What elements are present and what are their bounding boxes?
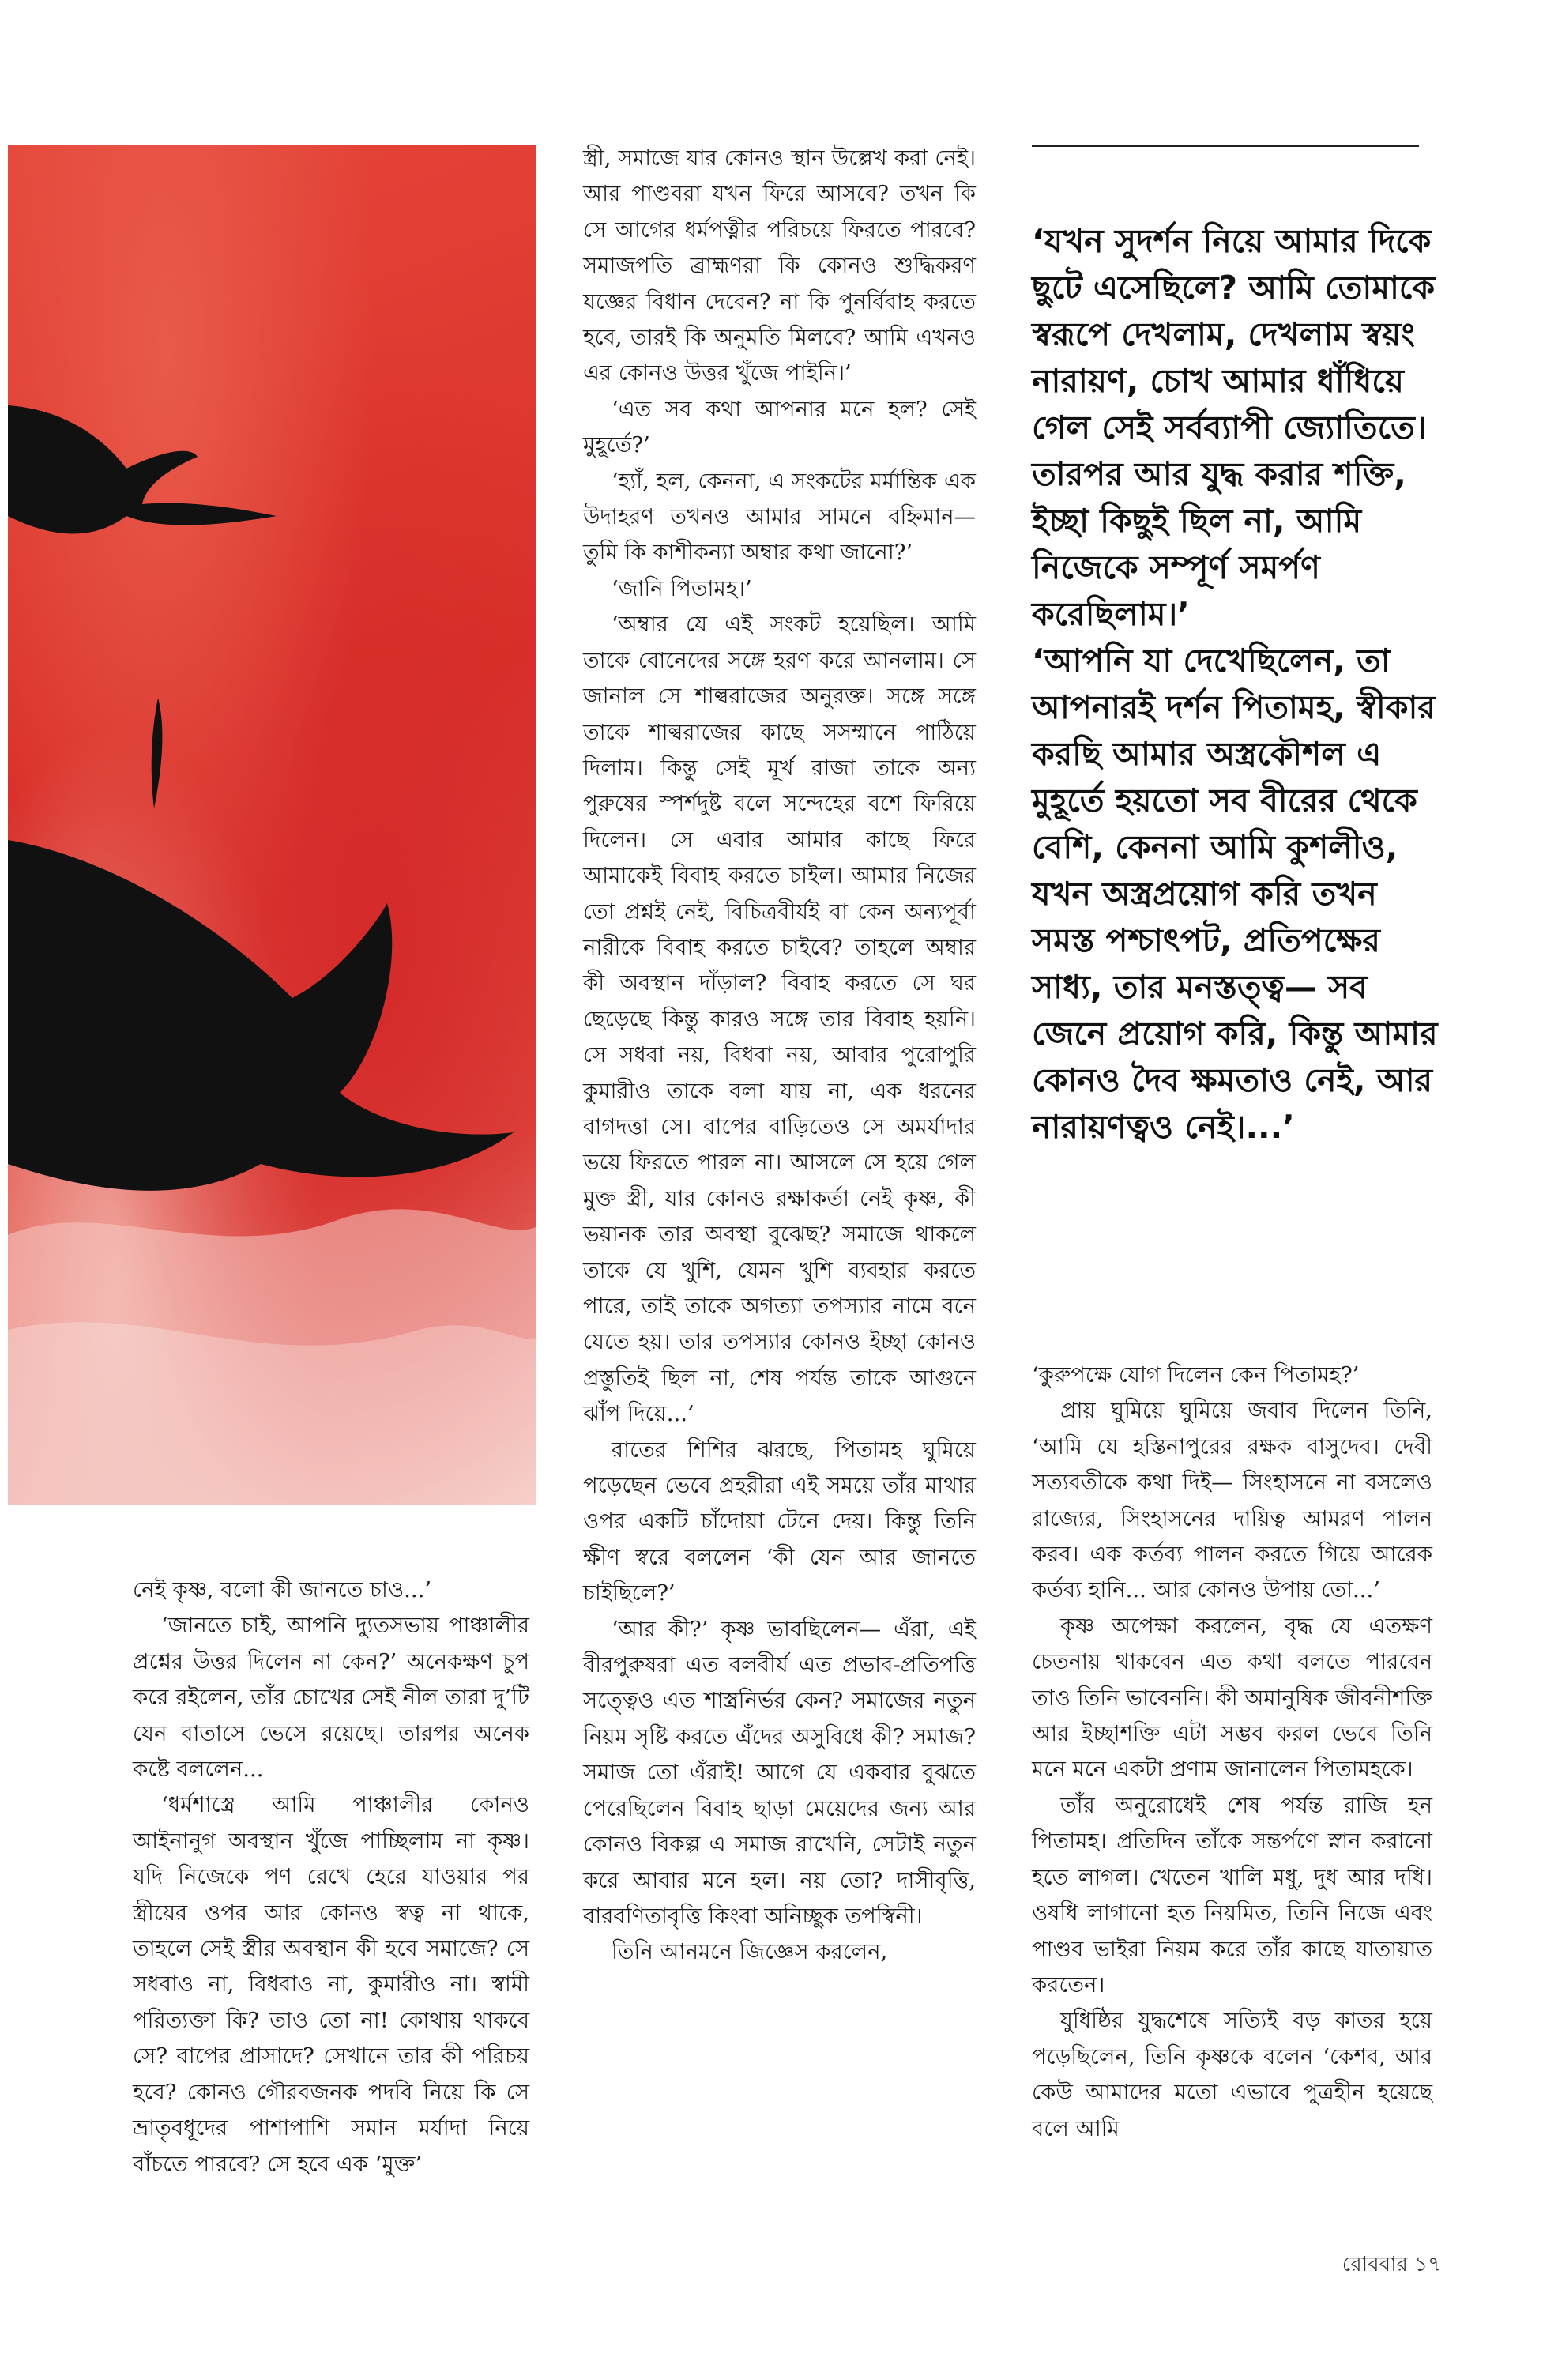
pull-quote-rule xyxy=(1032,145,1419,147)
paragraph: ‘অম্বার যে এই সংকট হয়েছিল। আমি তাকে বোনেদের সঙ্গে হরণ করে আনলাম। সে জানাল সে শাল্বরাজের অনুরক্ত। সঙ্গে সঙ্গে তাকে শাল্বরাজের কাছে সসম্মানে পাঠিয়ে দিলাম। কিন্তু সেই মূর্খ রাজা তাকে অন্য পুরুষের স্পর্শদুষ্ট বলে সন্দেহের বশে ফিরিয়ে দিলেন। সে এবার আমার কাছে ফিরে আমাকেই বিবাহ করতে চাইল। আমার নিজের তো প্রশ্নই নেই, বিচিত্রবীর্যই বা কেন অন্যপূর্বা নারীকে বিবাহ করতে চাইবে? তাহলে অম্বার কী অবস্থান দাঁড়াল? বিবাহ করতে সে ঘর ছেড়েছে কিন্তু কারও সঙ্গে তার বিবাহ হয়নি। সে সধবা নয়, বিধবা নয়, আবার পুরোপুরি কুমারীও তাকে বলা যায় না, এক ধরনের বাগদত্তা সে। বাপের বাড়িতেও সে অমর্যাদার ভয়ে ফিরতে পারল না। আসলে সে হয়ে গেল মুক্ত স্ত্রী, যার কোনও রক্ষাকর্তা নেই কৃষ্ণ, কী ভয়ানক তার অবস্থা বুঝেছ? সমাজে থাকলে তাকে যে খুশি, যেমন খুশি ব্যবহার করতে পারে, তাই তাকে অগত্যা তপস্যার নামে বনে যেতে হয়। তার তপস্যার কোনও ইচ্ছা কোনও প্রস্তুতিই ছিল না, শেষ পর্যন্ত তাকে আগুনে ঝাঁপ দিয়ে...’ xyxy=(583,612,976,1427)
paragraph: তাঁর অনুরোধেই শেষ পর্যন্ত রাজি হন পিতামহ। প্রতিদিন তাঁকে সন্তর্পণে স্নান করানো হতে লাগল। খেতেন খালি মধু, দুধ আর দধি। ওষধি লাগানো হত নিয়মিত, তিনি নিজে এবং পাণ্ডব ভাইরা নিয়ম করে তাঁর কাছে যাতায়াত করতেন। xyxy=(1032,1792,1432,1998)
paragraph: তিনি আনমনে জিজ্ঞেস করলেন, xyxy=(612,1939,888,1965)
column-middle xyxy=(583,141,976,1971)
paragraph: ‘আর কী?’ কৃষ্ণ ভাবছিলেন— এঁরা, এই বীরপুরুষরা এত বলবীর্য এত প্রভাব-প্রতিপত্তি সত্ত্বেও এত শাস্ত্রনির্ভর কেন? সমাজের নতুন নিয়ম সৃষ্টি করতে এঁদের অসুবিধে কী? সমাজ? সমাজ তো এঁরাই! আগে যে একবার বুঝতে পেরেছিলেন বিবাহ ছাড়া মেয়েদের জন্য আর কোনও বিকল্প এ সমাজ রাখেনি, সেটাই নতুন করে আবার মনে হল। নয় তো? দাসীবৃত্তি, বারবণিতাবৃত্তি কিংবা অনিচ্ছুক তপস্বিনী। xyxy=(583,1616,976,1929)
brush-stroke-ink-slash xyxy=(152,698,163,808)
pull-quote-paragraph: ‘আপনি যা দেখেছিলেন, তা আপনারই দর্শন পিতামহ, স্বীকার করছি আমার অস্ত্রকৌশল এ মুহূর্তে হয়তো সব বীরের থেকে বেশি, কেননা আমি কুশলীও, যখন অস্ত্রপ্রয়োগ করি তখন সমস্ত পশ্চাৎপট, প্রতিপক্ষের সাধ্য, তার মনস্তত্ত্ব— সব জেনে প্রয়োগ করি, কিন্তু আমার কোনও দৈব ক্ষমতাও নেই, আর নারায়ণত্বও নেই।...’ xyxy=(1032,642,1438,1146)
column-left xyxy=(133,1572,529,2182)
pull-quote-paragraph: ‘যখন সুদর্শন নিয়ে আমার দিকে ছুটে এসেছিলে? আমি তোমাকে স্বরূপে দেখলাম, দেখলাম স্বয়ং নারায়ণ, চোখ আমার ধাঁধিয়ে গেল সেই সর্বব্যাপী জ্যোতিতে। তারপর আর যুদ্ধ করার শক্তি, ইচ্ছা কিছুই ছিল না, আমি নিজেকে সম্পূর্ণ সমর্পণ করেছিলাম।’ xyxy=(1032,222,1436,633)
brush-strokes xyxy=(8,145,536,1505)
paragraph: ‘জানতে চাই, আপনি দ্যুতসভায় পাঞ্চালীর প্রশ্নের উত্তর দিলেন না কেন?’ অনেকক্ষণ চুপ করে রইলেন, তাঁর চোখের সেই নীল তারা দু’টি যেন বাতাসে ভেসে রয়েছে। তারপর অনেক কষ্টে বললেন... xyxy=(133,1613,529,1783)
paragraph: ‘হ্যাঁ, হল, কেননা, এ সংকটের মর্মান্তিক এক উদাহরণ তখনও আমার সামনে বহ্নিমান— তুমি কি কাশীকন্যা অম্বার কথা জানো?’ xyxy=(583,468,976,566)
pull-quote xyxy=(1032,218,1443,1150)
page-folio: রোববার ১৭ xyxy=(1342,2253,1441,2276)
paragraph: ‘জানি পিতামহ।’ xyxy=(612,575,752,601)
illustration-artwork xyxy=(8,145,536,1505)
paragraph: ‘এত সব কথা আপনার মনে হল? সেই মুহূর্তে?’ xyxy=(583,396,976,458)
paragraph: প্রায় ঘুমিয়ে ঘুমিয়ে জবাব দিলেন তিনি, ‘আমি যে হস্তিনাপুরের রক্ষক বাসুদেব। দেবী সত্যবতীকে কথা দিই— সিংহাসনে না বসলেও রাজ্যের, সিংহাসনের দায়িত্ব আমরণ পালন করব। এক কর্তব্য পালন করতে গিয়ে আরেক কর্তব্য হানি... আর কোনও উপায় তো...’ xyxy=(1032,1398,1432,1603)
paragraph: যুধিষ্ঠির যুদ্ধশেষে সত্যিই বড় কাতর হয়ে পড়েছিলেন, তিনি কৃষ্ণকে বলেন ‘কেশব, আর কেউ আমাদের মতো এভাবে পুত্রহীন হয়েছে বলে আমি xyxy=(1032,2008,1432,2141)
column-right xyxy=(1032,1358,1432,2147)
brush-stroke-light xyxy=(8,1322,536,1505)
paragraph: স্ত্রী, সমাজে যার কোনও স্থান উল্লেখ করা নেই। আর পাণ্ডবরা যখন ফিরে আসবে? তখন কি সে আগের ধর্মপত্নীর পরিচয়ে ফিরতে পারবে? সমাজপতি ব্রাহ্মণরা কি কোনও শুদ্ধিকরণ যজ্ঞের বিধান দেবেন? না কি পুনর্বিবাহ করতে হবে, তারই কি অনুমতি মিলবে? আমি এখনও এর কোনও উত্তর খুঁজে পাইনি।’ xyxy=(583,145,976,386)
brush-stroke-ink-top xyxy=(8,405,277,534)
paragraph: নেই কৃষ্ণ, বলো কী জানতে চাও...’ xyxy=(133,1577,432,1602)
paragraph: ‘ধর্মশাস্ত্রে আমি পাঞ্চালীর কোনও আইনানুগ অবস্থান খুঁজে পাচ্ছিলাম না কৃষ্ণ। যদি নিজেকে পণ রেখে হেরে যাওয়ার পর স্ত্রীয়ের ওপর আর কোনও স্বত্ব না থাকে, তাহলে সেই স্ত্রীর অবস্থান কী হবে সমাজে? সে সধবাও না, বিধবাও না, কুমারীও না। স্বামী পরিত্যক্তা কি? তাও তো না! কোথায় থাকবে সে? বাপের প্রাসাদে? সেখানে তার কী পরিচয় হবে? কোনও গৌরবজনক পদবি নিয়ে কি সে ভ্রাতৃবধূদের পাশাপাশি সমান মর্যাদা নিয়ে বাঁচতে পারবে? সে হবে এক ‘মুক্ত’ xyxy=(133,1792,529,2177)
paragraph: রাতের শিশির ঝরছে, পিতামহ ঘুমিয়ে পড়েছেন ভেবে প্রহরীরা এই সময়ে তাঁর মাথার ওপর একটি চাঁদোয়া টেনে দেয়। কিন্তু তিনি ক্ষীণ স্বরে বললেন ‘কী যেন আর জানতে চাইছিলে?’ xyxy=(583,1437,976,1606)
paragraph: ‘কুরুপক্ষে যোগ দিলেন কেন পিতামহ?’ xyxy=(1032,1362,1360,1388)
brush-stroke-ink-bottom xyxy=(8,840,514,1191)
paragraph: কৃষ্ণ অপেক্ষা করলেন, বৃদ্ধ যে এতক্ষণ চেতনায় থাকবেন এত কথা বলতে পারবেন তাও তিনি ভাবেননি। কী অমানুষিক জীবনীশক্তি আর ইচ্ছাশক্তি এটা সম্ভব করল ভেবে তিনি মনে মনে একটা প্রণাম জানালেন পিতামহকে। xyxy=(1032,1613,1432,1783)
